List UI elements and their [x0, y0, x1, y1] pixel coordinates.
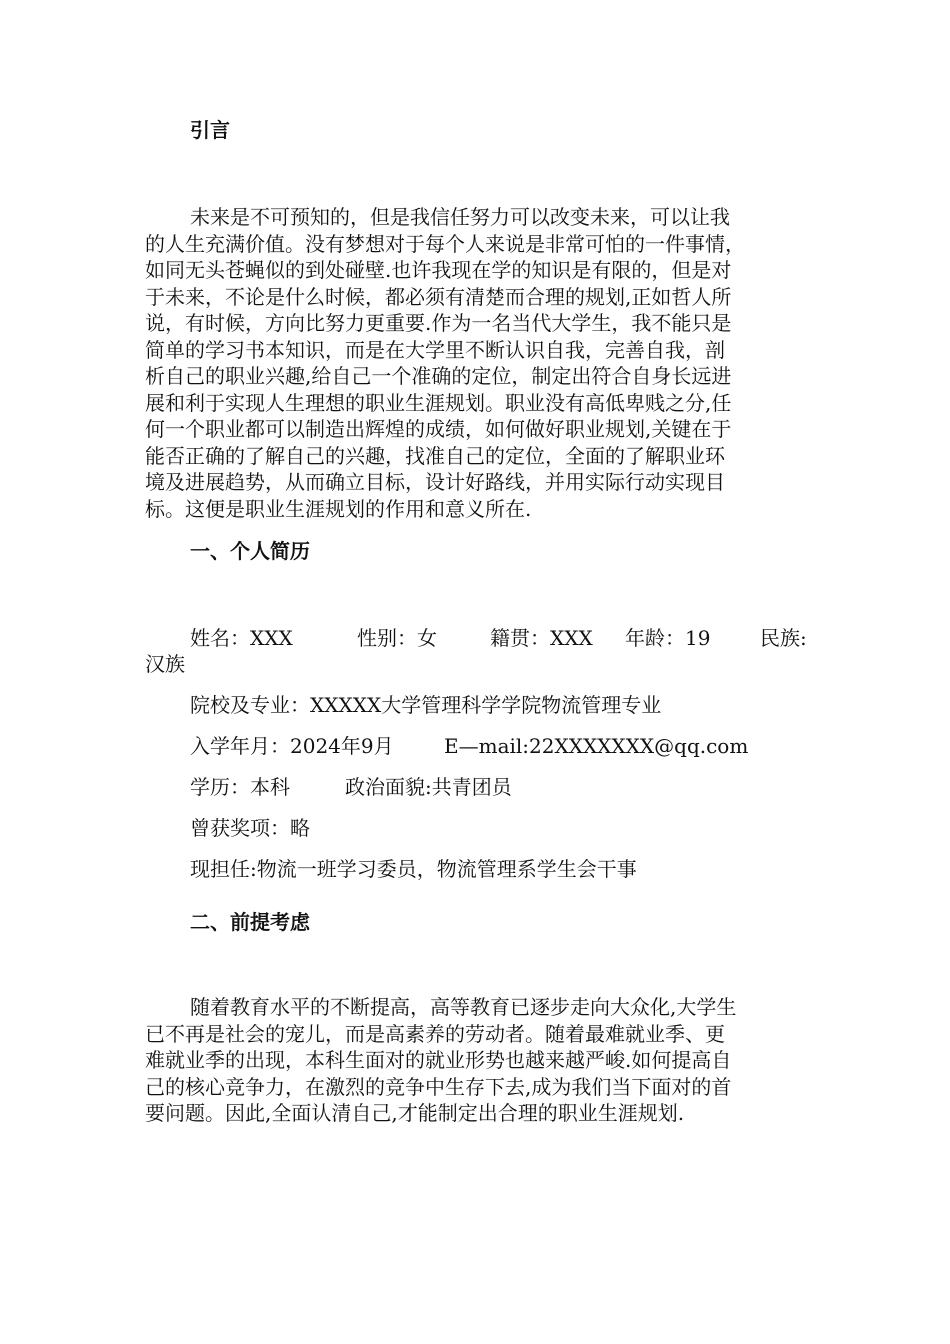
resume-position: 现担任:物流一班学习委员，物流管理系学生会干事	[190, 857, 637, 881]
resume-education-row	[190, 774, 590, 800]
resume-name: 姓名：XXX	[190, 626, 293, 650]
intro-line: 能否正确的了解自己的兴趣，找准自己的定位，全面的了解职业环	[145, 443, 725, 468]
intro-line: 的人生充满价值。没有梦想对于每个人来说是非常可怕的一件事情，	[145, 231, 745, 256]
resume-school: 院校及专业：XXXXX大学管理科学学院物流管理专业	[190, 693, 662, 717]
resume-enroll-row	[190, 733, 750, 759]
resume-age: 年龄：19	[625, 626, 711, 650]
premise-line: 要问题。因此,全面认清自己,才能制定出合理的职业生涯规划.	[145, 1101, 685, 1125]
intro-line: 标。这便是职业生涯规划的作用和意义所在.	[145, 496, 532, 521]
intro-line: 简单的学习书本知识，而是在大学里不断认识自我，完善自我，剖	[145, 337, 725, 362]
intro-line: 析自己的职业兴趣,给自己一个准确的定位，制定出符合自身长远进	[145, 364, 732, 388]
premise-heading: 二、前提考虑	[190, 910, 310, 934]
intro-line: 境及进展趋势，从而确立目标，设计好路线，并用实际行动实现目	[145, 470, 725, 494]
intro-line: 于未来，不论是什么时候，都必须有清楚而合理的规划,正如哲人所	[145, 284, 732, 309]
resume-enroll: 入学年月：2024年9月	[190, 734, 394, 758]
intro-line: 说，有时候，方向比努力更重要.作为一名当代大学生，我不能只是	[145, 311, 732, 335]
premise-line: 随着教育水平的不断提高，高等教育已逐步走向大众化,大学生	[190, 995, 737, 1019]
resume-basic-info	[145, 625, 825, 677]
resume-awards: 曾获奖项：略	[190, 816, 310, 840]
resume-gender: 性别：女	[357, 626, 437, 650]
resume-origin: 籍贯：XXX	[490, 626, 593, 650]
intro-line: 未来是不可预知的，但是我信任努力可以改变未来，可以让我	[190, 205, 730, 229]
resume-email: E—mail:22XXXXXXX@qq.com	[444, 734, 749, 758]
premise-line: 已不再是社会的宠儿，而是高素养的劳动者。随着最难就业季、更	[145, 1021, 725, 1046]
resume-heading: 一、个人简历	[190, 539, 310, 563]
intro-paragraph	[145, 204, 815, 522]
resume-political: 政治面貌:共青团员	[345, 775, 512, 799]
resume-ethnicity-value: 汉族	[145, 652, 185, 676]
intro-line: 展和利于实现人生理想的职业生涯规划。职业没有高低卑贱之分,任	[145, 390, 732, 415]
premise-paragraph	[145, 994, 815, 1127]
resume-ethnicity-label: 民族:	[760, 626, 807, 650]
intro-line: 如同无头苍蝇似的到处碰壁.也许我现在学的知识是有限的，但是对	[145, 258, 732, 282]
intro-heading: 引言	[190, 118, 230, 142]
resume-education: 学历：本科	[190, 775, 290, 799]
premise-line: 己的核心竞争力，在激烈的竞争中生存下去,成为我们当下面对的首	[145, 1074, 732, 1099]
premise-line: 难就业季的出现，本科生面对的就业形势也越来越严峻.如何提高自	[145, 1048, 732, 1072]
intro-line: 何一个职业都可以制造出辉煌的成绩，如何做好职业规划,关键在于	[145, 417, 732, 441]
